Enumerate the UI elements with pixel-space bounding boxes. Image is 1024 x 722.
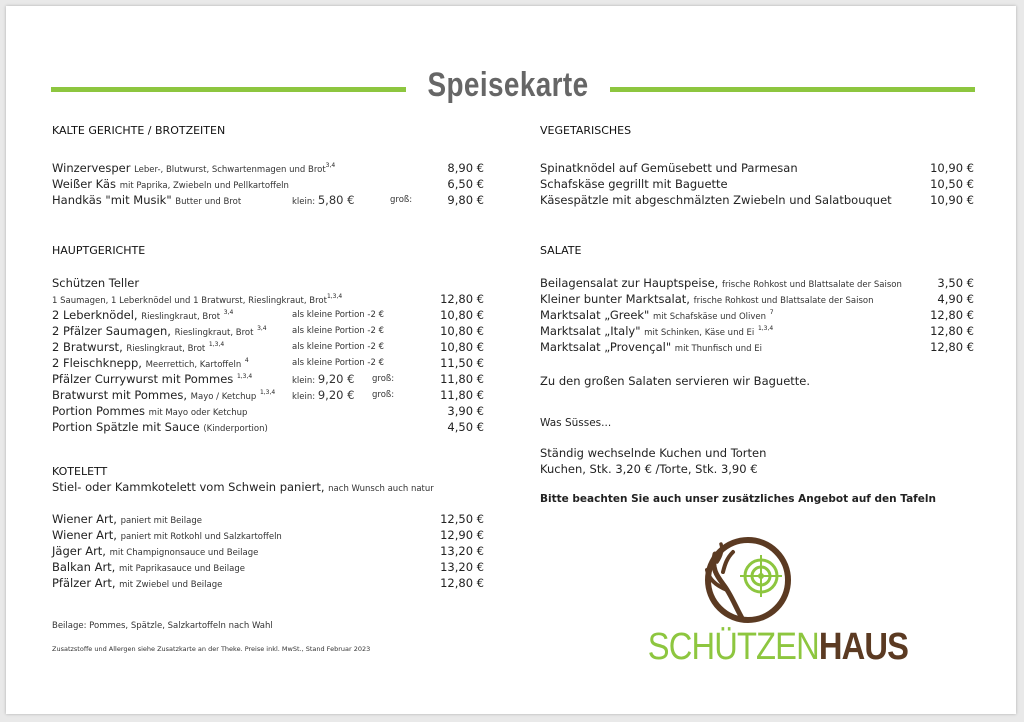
menu-page [6, 6, 1016, 714]
menu-item: Spinatknödel auf Gemüsebett und Parmesan 10,90 € [540, 161, 974, 175]
section-title-suesses: Was Süsses... [540, 417, 612, 429]
menu-item: Bratwurst mit Pommes, Mayo / Ketchup $^{1,3,4}$ klein: 9,20 € groß: 11,80 € [52, 388, 484, 402]
section-title-haupt: HAUPTGERICHTE [52, 244, 146, 257]
price: 13,20 € [440, 560, 484, 574]
menu-item: Pfälzer Currywurst mit Pommes $^{1,3,4}$ klein: 9,20 € groß: 11,80 € [52, 372, 484, 386]
price: 3,90 € [447, 404, 484, 418]
price: 12,80 € [930, 340, 974, 354]
price: 4,90 € [937, 292, 974, 306]
section-title-salate: SALATE [540, 244, 582, 257]
price: 4,50 € [447, 420, 484, 434]
price: 10,80 € [440, 324, 484, 338]
menu-item: Portion Spätzle mit Sauce (Kinderportion) 4,50 € [52, 420, 484, 434]
menu-item: Portion Pommes mit Mayo oder Ketchup 3,90 € [52, 404, 484, 418]
green-rule-right [610, 87, 975, 92]
title-bar [6, 66, 1016, 106]
section-title-kalte: KALTE GERICHTE / BROTZEITEN [52, 124, 226, 137]
price: 10,50 € [930, 177, 974, 191]
menu-item: Käsespätzle mit abgeschmälzten Zwiebeln und Salatbouquet 10,90 € [540, 193, 974, 207]
menu-item: Schafskäse gegrillt mit Baguette 10,50 € [540, 177, 974, 191]
menu-item: Beilagensalat zur Hauptspeise, frische Rohkost und Blattsalate der Saison 3,50 € [540, 276, 974, 290]
price: 11,80 € [440, 388, 484, 402]
price: 12,80 € [440, 292, 484, 306]
price: 12,80 € [930, 324, 974, 338]
menu-item: Kleiner bunter Marktsalat, frische Rohkost und Blattsalate der Saison 4,90 € [540, 292, 974, 306]
menu-item: Weißer Käs mit Paprika, Zwiebeln und Pellkartoffeln 6,50 € [52, 177, 484, 191]
menu-item: Wiener Art, paniert mit Rotkohl und Salzkartoffeln 12,90 € [52, 528, 484, 542]
menu-item: 2 Bratwurst, Rieslingkraut, Brot $^{1,3,4}$ als kleine Portion -2 € 10,80 € [52, 340, 484, 354]
logo-wordmark: SCHÜTZENHAUS [647, 626, 909, 668]
right-column [540, 124, 974, 507]
menu-item: Wiener Art, paniert mit Beilage 12,50 € [52, 512, 484, 526]
menu-item: 2 Pfälzer Saumagen, Rieslingkraut, Brot $^{3,4}$ als kleine Portion -2 € 10,80 € [52, 324, 484, 338]
price: 10,90 € [930, 193, 974, 207]
section-title-veg: VEGETARISCHES [540, 124, 632, 137]
footnote: Zusatzstoffe und Allergen siehe Zusatzkarte an der Theke. Preise inkl. MwSt., Stand Februar 2023 [52, 645, 371, 653]
price: 11,50 € [440, 356, 484, 370]
teller-title: Schützen Teller [52, 276, 140, 290]
menu-item: Marktsalat „Italy" mit Schinken, Käse und Ei $^{1,3,4}$ 12,80 € [540, 324, 974, 338]
green-rule-left [51, 87, 406, 92]
price: 11,80 € [440, 372, 484, 386]
price: 10,80 € [440, 340, 484, 354]
suesses-line: Ständig wechselnde Kuchen und Torten [540, 446, 767, 460]
price: 3,50 € [937, 276, 974, 290]
menu-item: Marktsalat „Greek" mit Schafskäse und Oliven $^7$ 12,80 € [540, 308, 974, 322]
page-title: Speisekarte [427, 66, 589, 104]
price: 13,20 € [440, 544, 484, 558]
menu-item: Balkan Art, mit Paprikasauce und Beilage 13,20 € [52, 560, 484, 574]
price: 8,90 € [447, 161, 484, 175]
left-column [52, 124, 484, 655]
price: 9,80 € [447, 193, 484, 207]
schuetzenhaus-logo [631, 536, 909, 676]
hinweis: Bitte beachten Sie auch unser zusätzliches Angebot auf den Tafeln [540, 493, 936, 505]
price: 12,90 € [440, 528, 484, 542]
section-title-kotelett: KOTELETT [52, 465, 108, 478]
menu-item: 2 Leberknödel, Rieslingkraut, Brot $^{3,4}$ als kleine Portion -2 € 10,80 € [52, 308, 484, 322]
baguette-note: Zu den großen Salaten servieren wir Baguette. [540, 374, 811, 388]
price: 12,50 € [440, 512, 484, 526]
price: 6,50 € [447, 177, 484, 191]
menu-item: Pfälzer Art, mit Zwiebel und Beilage 12,80 € [52, 576, 484, 590]
menu-item: Marktsalat „Provençal" mit Thunfisch und Ei 12,80 € [540, 340, 974, 354]
beilage-note: Beilage: Pommes, Spätzle, Salzkartoffeln nach Wahl [52, 621, 273, 631]
menu-item: 2 Fleischknepp, Meerrettich, Kartoffeln $^4$ als kleine Portion -2 € 11,50 € [52, 356, 484, 370]
kotelett-intro: Stiel- oder Kammkotelett vom Schwein paniert, nach Wunsch auch natur [52, 480, 434, 494]
antler-target-icon [631, 536, 871, 631]
price: 12,80 € [930, 308, 974, 322]
menu-item: Winzervesper Leber-, Blutwurst, Schwartenmagen und Brot$^{3,4}$ 8,90 € [52, 161, 484, 175]
suesses-line: Kuchen, Stk. 3,20 € /Torte, Stk. 3,90 € [540, 462, 758, 476]
price: 10,80 € [440, 308, 484, 322]
menu-item: 1 Saumagen, 1 Leberknödel und 1 Bratwurst, Rieslingkraut, Brot$^{1,3,4}$ 12,80 € [52, 292, 484, 306]
price: 10,90 € [930, 161, 974, 175]
menu-item: Jäger Art, mit Champignonsauce und Beilage 13,20 € [52, 544, 484, 558]
price: 12,80 € [440, 576, 484, 590]
menu-item: Handkäs "mit Musik" Butter und Brot klein: 5,80 € groß: 9,80 € [52, 193, 484, 207]
